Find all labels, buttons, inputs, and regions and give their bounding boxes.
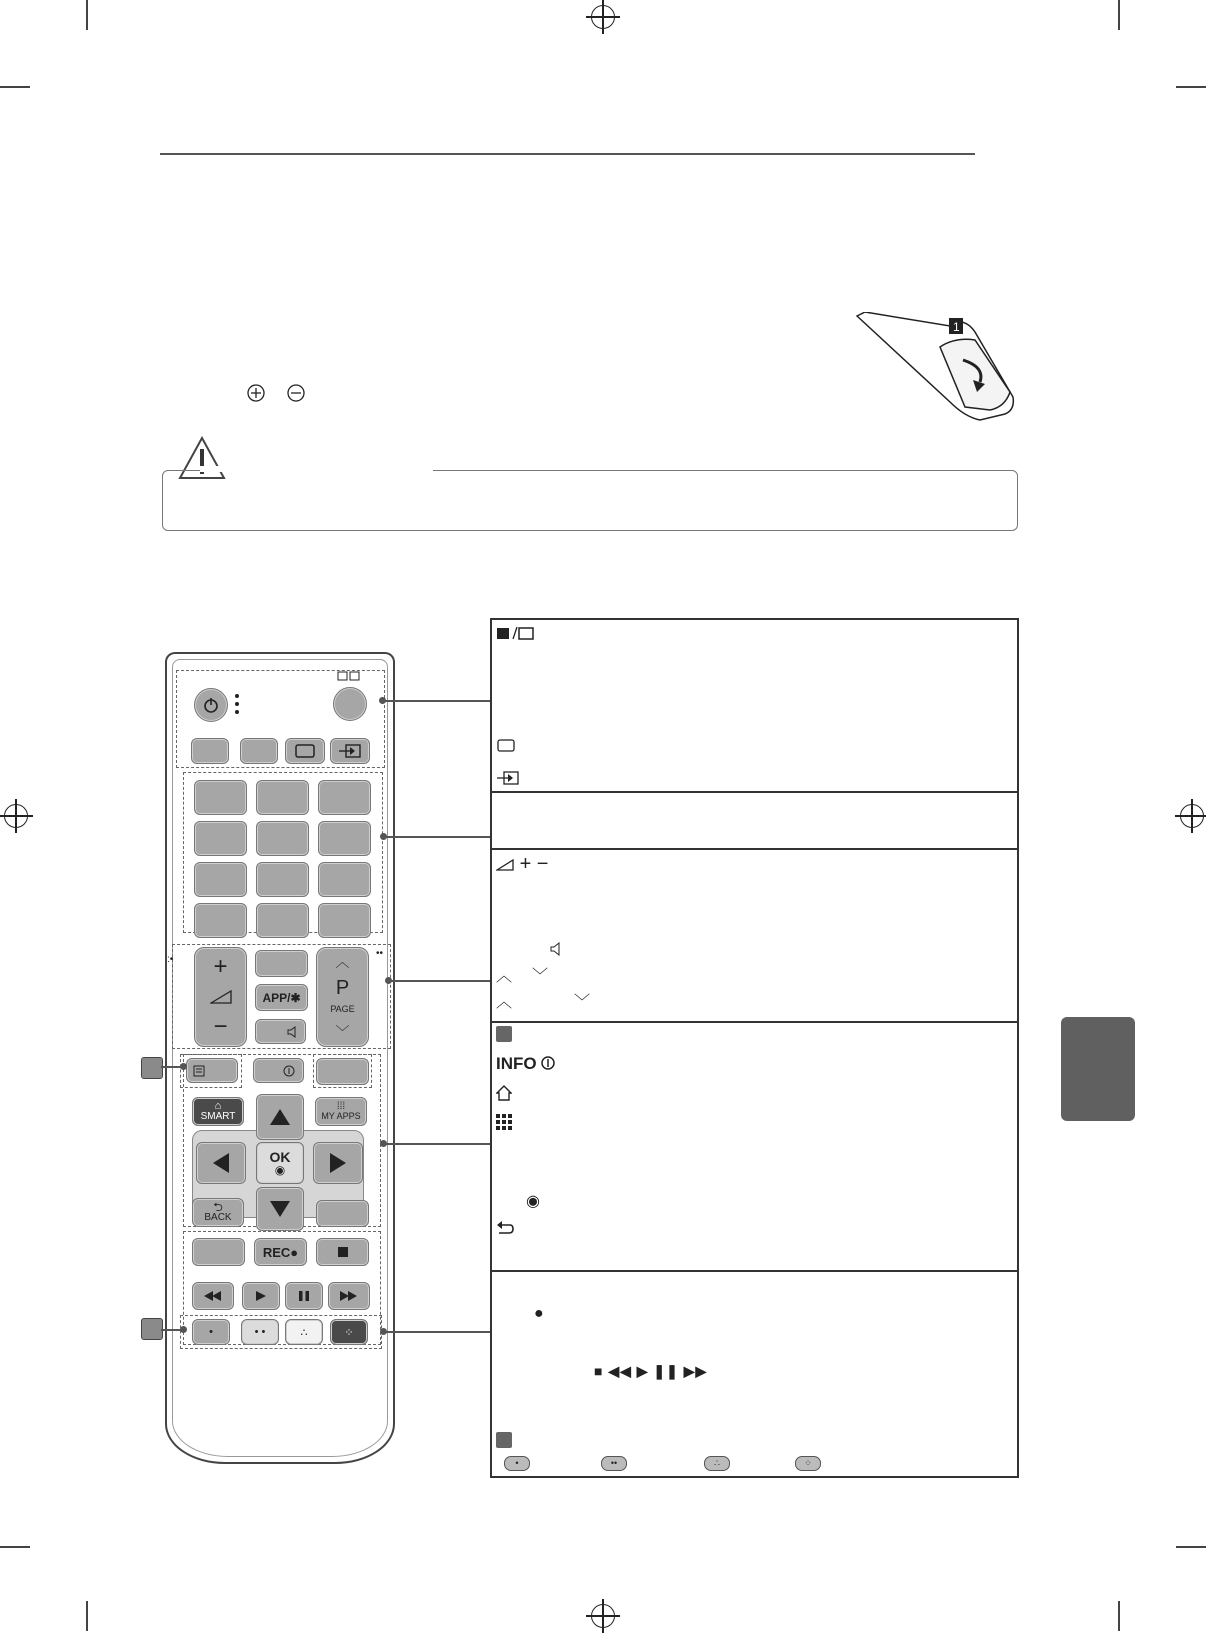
play-icon bbox=[256, 1291, 266, 1301]
crop-mark bbox=[0, 86, 30, 88]
chevron-down-icon: ﹀ bbox=[335, 1024, 350, 1040]
chevron-down-icon: ﹀ bbox=[574, 994, 591, 1011]
pause-icon bbox=[299, 1291, 309, 1301]
yellow-button[interactable]: ∴ bbox=[285, 1319, 323, 1345]
color-key-3: ∴ bbox=[704, 1456, 730, 1471]
number-key[interactable] bbox=[318, 903, 371, 938]
myapps-icon bbox=[496, 1114, 512, 1130]
crop-mark bbox=[1176, 86, 1206, 88]
smart-button[interactable] bbox=[192, 1097, 244, 1126]
option-dashed-group bbox=[313, 1054, 372, 1088]
battery-polarity-icon bbox=[246, 383, 306, 403]
volume-plus-minus: + − bbox=[519, 853, 549, 875]
volume-rocker[interactable] bbox=[194, 947, 247, 1047]
blank-button-2[interactable] bbox=[240, 738, 278, 764]
back-icon: ⮌ bbox=[213, 1200, 223, 1214]
myapps-label: MY APPS bbox=[321, 1111, 361, 1121]
red-button[interactable]: • bbox=[192, 1319, 230, 1345]
p-label: P bbox=[335, 977, 350, 999]
number-key[interactable] bbox=[256, 821, 309, 856]
fast-forward-icon bbox=[340, 1291, 358, 1301]
transport-symbols: ■ ◀◀ ▶ ❚❚ ▶▶ bbox=[594, 1363, 708, 1379]
info-label: INFO bbox=[496, 1054, 537, 1073]
color-badge bbox=[141, 1318, 163, 1340]
ok-wheel-icon: ◉ bbox=[526, 1193, 540, 1210]
remote-control bbox=[165, 652, 395, 1464]
registration-mark-icon bbox=[591, 1604, 615, 1628]
smart-label: SMART bbox=[200, 1111, 236, 1122]
myapps-button[interactable] bbox=[315, 1097, 367, 1126]
number-key[interactable] bbox=[256, 903, 309, 938]
registration-mark-icon bbox=[1180, 804, 1204, 828]
green-button[interactable]: • • bbox=[241, 1319, 279, 1345]
chevron-down-icon: ﹀ bbox=[532, 968, 549, 985]
back-icon bbox=[496, 1220, 514, 1236]
input-icon bbox=[496, 770, 520, 786]
tv-radio-label-icon bbox=[337, 670, 361, 682]
volume-down-icon: − bbox=[213, 1013, 228, 1041]
navigation-badge bbox=[496, 1026, 512, 1042]
stop-button[interactable] bbox=[316, 1238, 369, 1266]
chevron-up-icon: ︿ bbox=[496, 968, 513, 985]
down-arrow-icon bbox=[269, 1199, 291, 1219]
blank-button-1[interactable] bbox=[191, 738, 229, 764]
button-description-panel bbox=[490, 618, 1019, 1478]
volume-dots-icon: :• bbox=[167, 954, 174, 965]
mute-icon bbox=[287, 1026, 299, 1038]
crop-mark bbox=[1118, 0, 1120, 30]
info-icon bbox=[283, 1065, 295, 1077]
left-arrow-button[interactable] bbox=[196, 1142, 246, 1184]
blue-button[interactable]: ⁘ bbox=[330, 1319, 368, 1345]
back-label: BACK bbox=[204, 1212, 232, 1223]
ratio-icon bbox=[294, 743, 316, 759]
leader-line bbox=[385, 1143, 490, 1145]
power-icon bbox=[202, 696, 220, 714]
number-key[interactable] bbox=[194, 862, 247, 897]
info-button[interactable] bbox=[253, 1058, 304, 1083]
right-arrow-icon bbox=[328, 1152, 348, 1174]
color-key-1: • bbox=[504, 1456, 530, 1471]
info-row bbox=[496, 1054, 555, 1074]
input-button[interactable] bbox=[330, 738, 370, 764]
mute-button[interactable] bbox=[255, 1019, 306, 1044]
leader-line bbox=[384, 700, 490, 702]
number-key[interactable] bbox=[256, 780, 309, 815]
caution-box bbox=[162, 470, 1018, 531]
teletext-dashed-group bbox=[180, 1054, 242, 1088]
panel-section-volume bbox=[492, 848, 1017, 850]
right-arrow-button[interactable] bbox=[313, 1142, 363, 1184]
stop-icon bbox=[338, 1247, 348, 1257]
number-key[interactable] bbox=[318, 780, 371, 815]
ok-label: OK bbox=[269, 1149, 291, 1165]
rewind-icon bbox=[204, 1291, 222, 1301]
app-button[interactable]: APP/✱ bbox=[255, 984, 308, 1011]
myapps-icon: ⁞⁞⁞ bbox=[336, 1101, 346, 1112]
battery-cover-illustration bbox=[855, 312, 1020, 427]
mute-icon bbox=[550, 942, 564, 956]
number-key[interactable] bbox=[194, 903, 247, 938]
pause-button[interactable] bbox=[285, 1282, 323, 1310]
color-badge-dot bbox=[180, 1326, 187, 1333]
navigation-badge-dot bbox=[180, 1063, 187, 1070]
home-icon: ⌂ bbox=[214, 1100, 222, 1112]
crop-mark bbox=[0, 1546, 30, 1548]
tv-radio-icon bbox=[496, 625, 538, 641]
number-key[interactable] bbox=[194, 780, 247, 815]
up-arrow-button[interactable] bbox=[256, 1094, 304, 1140]
rec-button[interactable]: REC● bbox=[254, 1238, 307, 1266]
number-key[interactable] bbox=[318, 821, 371, 856]
blank-center-button[interactable] bbox=[255, 950, 308, 977]
leader-line bbox=[385, 1331, 490, 1333]
info-icon bbox=[541, 1056, 555, 1070]
page-label: PAGE bbox=[330, 1004, 355, 1014]
ratio-button[interactable] bbox=[285, 738, 325, 764]
tv-radio-button[interactable] bbox=[333, 687, 367, 721]
chevron-up-icon: ︿ bbox=[335, 954, 350, 970]
ok-wheel-icon: ◉ bbox=[274, 1163, 286, 1177]
home-icon bbox=[496, 1085, 512, 1101]
up-arrow-icon bbox=[269, 1107, 291, 1127]
blank-playback-button[interactable] bbox=[192, 1238, 245, 1266]
play-button[interactable] bbox=[242, 1282, 280, 1310]
left-arrow-icon bbox=[211, 1152, 231, 1174]
crop-mark bbox=[1118, 1601, 1120, 1631]
panel-section-playback bbox=[492, 1270, 1017, 1272]
power-button[interactable] bbox=[194, 688, 228, 722]
record-icon: ● bbox=[534, 1305, 544, 1322]
fast-forward-button[interactable] bbox=[328, 1282, 370, 1310]
header-rule bbox=[160, 153, 975, 155]
panel-section-number bbox=[492, 791, 1017, 793]
registration-mark-icon bbox=[4, 804, 28, 828]
color-key-2: •• bbox=[601, 1456, 627, 1471]
number-key[interactable] bbox=[318, 862, 371, 897]
back-button[interactable] bbox=[192, 1198, 244, 1227]
ok-button[interactable] bbox=[256, 1142, 304, 1184]
input-icon bbox=[338, 743, 362, 759]
volume-icon bbox=[210, 990, 232, 1004]
color-key-4: ⁘ bbox=[795, 1456, 821, 1471]
chapter-side-tab bbox=[1061, 1017, 1135, 1121]
volume-icon bbox=[496, 859, 514, 871]
number-key[interactable] bbox=[194, 821, 247, 856]
leader-line bbox=[390, 980, 490, 982]
crop-mark bbox=[86, 1601, 88, 1631]
crop-mark bbox=[86, 0, 88, 30]
color-badge bbox=[496, 1432, 512, 1448]
navigation-badge bbox=[141, 1057, 163, 1079]
chevron-up-icon: ︿ bbox=[496, 994, 513, 1011]
volume-up-icon: + bbox=[213, 952, 228, 980]
volume-symbols bbox=[496, 853, 548, 876]
leader-line bbox=[385, 836, 490, 838]
registration-mark-icon bbox=[591, 5, 615, 29]
crop-mark bbox=[1176, 1546, 1206, 1548]
program-rocker[interactable] bbox=[316, 947, 369, 1047]
down-arrow-button[interactable] bbox=[256, 1187, 304, 1231]
exit-button[interactable] bbox=[316, 1200, 369, 1227]
svg-text:1: 1 bbox=[953, 320, 960, 334]
panel-section-navigation bbox=[492, 1021, 1017, 1023]
page-dots-icon: •• bbox=[376, 948, 384, 959]
number-key[interactable] bbox=[256, 862, 309, 897]
caution-box-gap bbox=[200, 466, 433, 472]
ratio-icon bbox=[496, 738, 516, 754]
rewind-button[interactable] bbox=[192, 1282, 234, 1310]
power-dots-icon bbox=[235, 694, 241, 718]
